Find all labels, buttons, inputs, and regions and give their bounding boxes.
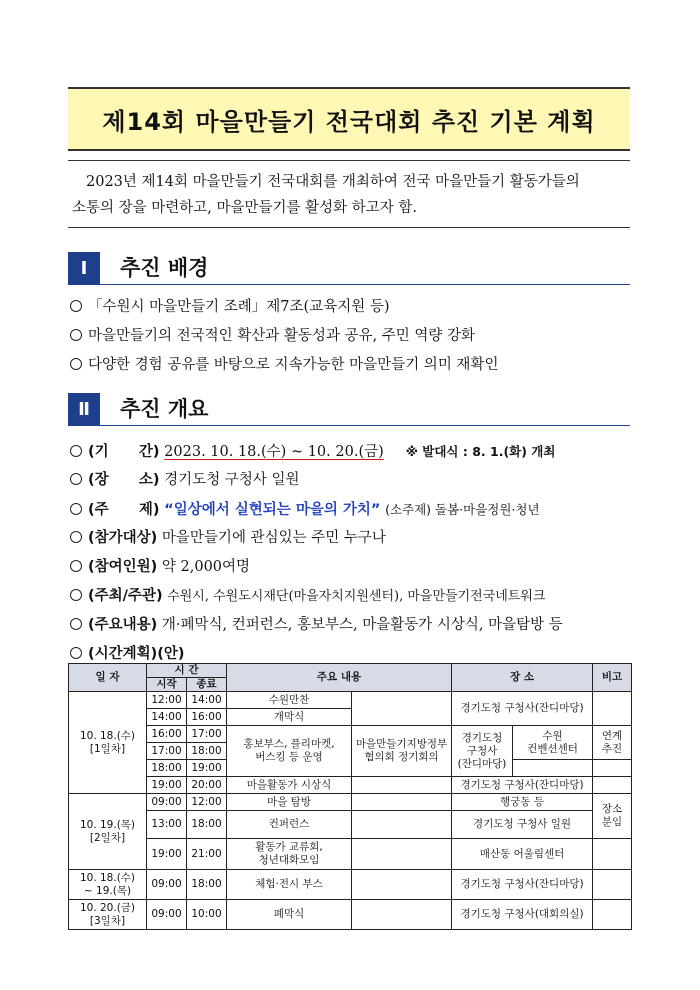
circle-bullet-icon	[70, 473, 82, 485]
place-item: (장 소) 경기도청 구청사 일원	[70, 466, 635, 495]
end-cell: 20:00	[187, 777, 227, 794]
period-value: 2023. 10. 18.(수) ~ 10. 20.(금)	[164, 444, 384, 460]
start-cell: 16:00	[147, 726, 187, 743]
start-cell: 19:00	[147, 777, 187, 794]
note-empty-cell	[593, 760, 632, 777]
end-cell: 21:00	[187, 839, 227, 870]
section-2-list	[70, 437, 635, 669]
table-row	[69, 900, 632, 930]
start-cell: 12:00	[147, 692, 187, 709]
table-row	[69, 811, 632, 839]
circle-bullet-icon	[70, 589, 82, 601]
list-item: 「수원시 마을만들기 조례」제7조(교육지원 등)	[70, 293, 635, 322]
schedule-table	[68, 663, 632, 930]
booth-cell: 홍보부스, 플리마켓, 버스킹 등 운영	[227, 726, 352, 777]
content-cell: 컨퍼런스	[227, 811, 352, 839]
place-cell: 경기도청 구청사 (잔디마당)	[452, 726, 513, 777]
circle-bullet-icon	[70, 531, 82, 543]
section-2-number: Ⅱ	[68, 393, 100, 425]
circle-bullet-icon	[70, 647, 82, 659]
theme-item: (주 제) “일상에서 실현되는 마을의 가치” (소주제) 돌봄·마을정원·청년	[70, 495, 635, 524]
theme-value: “일상에서 실현되는 마을의 가치”	[164, 502, 381, 518]
start-cell: 09:00	[147, 794, 187, 811]
section-1-title: 추진 배경	[120, 256, 209, 280]
start-cell: 19:00	[147, 839, 187, 870]
note-empty-cell	[593, 870, 632, 900]
header-note: 비고	[593, 664, 632, 692]
start-cell: 18:00	[147, 760, 187, 777]
circle-bullet-icon	[70, 445, 82, 457]
content-cell: 폐막식	[227, 900, 352, 930]
end-cell: 18:00	[187, 870, 227, 900]
section-1-list	[70, 293, 635, 380]
end-cell: 17:00	[187, 726, 227, 743]
table-row	[69, 777, 632, 794]
list-item: 다양한 경험 공유를 바탕으로 지속가능한 마을만들기 의미 재확인	[70, 351, 635, 380]
table-row	[69, 692, 632, 709]
header-place: 장 소	[452, 664, 593, 692]
place-cell: 경기도청 구청사(대회의실)	[452, 900, 593, 930]
theme-sub: (소주제) 돌봄·마을정원·청년	[385, 502, 540, 517]
place-cell: 경기도청 구청사(잔디마당)	[452, 777, 593, 794]
header-start: 시작	[147, 678, 187, 692]
header-end: 종료	[187, 678, 227, 692]
place-cell: 수원 컨벤션센터	[513, 726, 593, 760]
note-cell: 연계 추진	[593, 726, 632, 760]
end-cell: 18:00	[187, 743, 227, 760]
place-cell: 행궁동 등	[452, 794, 593, 811]
section-2-title: 추진 개요	[120, 397, 209, 421]
start-cell: 14:00	[147, 709, 187, 726]
content-cell: 개막식	[227, 709, 352, 726]
note-cell: 장소 분임	[593, 794, 632, 839]
content-cell: 마을활동가 시상식	[227, 777, 352, 794]
end-cell: 12:00	[187, 794, 227, 811]
section-1-header	[68, 252, 630, 285]
date-cell: 10. 20.(금) [3일차]	[69, 900, 147, 930]
content-cell: 마을 탐방	[227, 794, 352, 811]
end-cell: 16:00	[187, 709, 227, 726]
period-note: ※ 발대식 : 8. 1.(화) 개최	[405, 444, 556, 459]
place-empty-cell	[513, 760, 593, 777]
count-item: (참여인원) 약 2,000여명	[70, 553, 635, 582]
table-row	[69, 839, 632, 870]
place-cell: 매산동 어울림센터	[452, 839, 593, 870]
intro-box	[68, 160, 630, 228]
place-cell: 경기도청 구청사(잔디마당)	[452, 870, 593, 900]
circle-bullet-icon	[70, 503, 82, 515]
section-1-number: Ⅰ	[68, 252, 100, 284]
note-empty-cell	[593, 777, 632, 794]
list-item: 마을만들기의 전국적인 확산과 활동성과 공유, 주민 역량 강화	[70, 322, 635, 351]
content-empty-cell	[352, 811, 452, 839]
circle-bullet-icon	[70, 618, 82, 630]
header-content: 주요 내용	[227, 664, 452, 692]
circle-bullet-icon	[70, 358, 82, 370]
target-item: (참가대상) 마을만들기에 관심있는 주민 누구나	[70, 524, 635, 553]
intro-line-1: 2023년 제14회 마을만들기 전국대회를 개최하여 전국 마을만들기 활동가들의	[86, 174, 580, 190]
content-cell: 수원만찬	[227, 692, 352, 709]
end-cell: 14:00	[187, 692, 227, 709]
content-empty-cell	[352, 839, 452, 870]
place-cell: 경기도청 구청사 일원	[452, 811, 593, 839]
content-cell: 체험·전시 부스	[227, 870, 352, 900]
date-cell: 10. 19.(목) [2일차]	[69, 794, 147, 870]
start-cell: 09:00	[147, 870, 187, 900]
header-time: 시 간	[147, 664, 227, 678]
content-item: (주요내용) 개·폐막식, 컨퍼런스, 홍보부스, 마을활동가 시상식, 마을탐방 등	[70, 611, 635, 640]
header-date: 일 자	[69, 664, 147, 692]
end-cell: 18:00	[187, 811, 227, 839]
start-cell: 17:00	[147, 743, 187, 760]
date-cell: 10. 18.(수) ~ 19.(목)	[69, 870, 147, 900]
content-empty-cell	[352, 692, 452, 726]
table-row	[69, 726, 632, 743]
end-cell: 10:00	[187, 900, 227, 930]
host-item: (주최/주관) 수원시, 수원도시재단(마을자치지원센터), 마을만들기전국네트워크	[70, 582, 635, 611]
start-cell: 09:00	[147, 900, 187, 930]
circle-bullet-icon	[70, 329, 82, 341]
content-cell: 활동가 교류회, 청년대화모임	[227, 839, 352, 870]
section-2-header	[68, 393, 630, 426]
period-item: (기 간) 2023. 10. 18.(수) ~ 10. 20.(금) ※ 발대식 : 8. 1.(화) 개최	[70, 437, 635, 466]
place-cell: 경기도청 구청사(잔디마당)	[452, 692, 593, 726]
note-empty-cell	[593, 692, 632, 726]
content-empty-cell	[352, 794, 452, 811]
table-row	[69, 794, 632, 811]
start-cell: 13:00	[147, 811, 187, 839]
council-cell: 마을만들기지방정부 협의회 정기회의	[352, 726, 452, 777]
content-empty-cell	[352, 777, 452, 794]
circle-bullet-icon	[70, 300, 82, 312]
circle-bullet-icon	[70, 560, 82, 572]
intro-line-2: 소통의 장을 마련하고, 마을만들기를 활성화 하고자 함.	[72, 200, 418, 216]
table-row	[69, 870, 632, 900]
date-cell: 10. 18.(수) [1일차]	[69, 692, 147, 794]
content-empty-cell	[352, 870, 452, 900]
end-cell: 19:00	[187, 760, 227, 777]
content-empty-cell	[352, 900, 452, 930]
schedule-item: (시간계획)(안)	[70, 640, 635, 669]
note-empty-cell	[593, 900, 632, 930]
note-empty-cell	[593, 839, 632, 870]
document-title: 제14회 마을만들기 전국대회 추진 기본 계획	[68, 87, 630, 151]
